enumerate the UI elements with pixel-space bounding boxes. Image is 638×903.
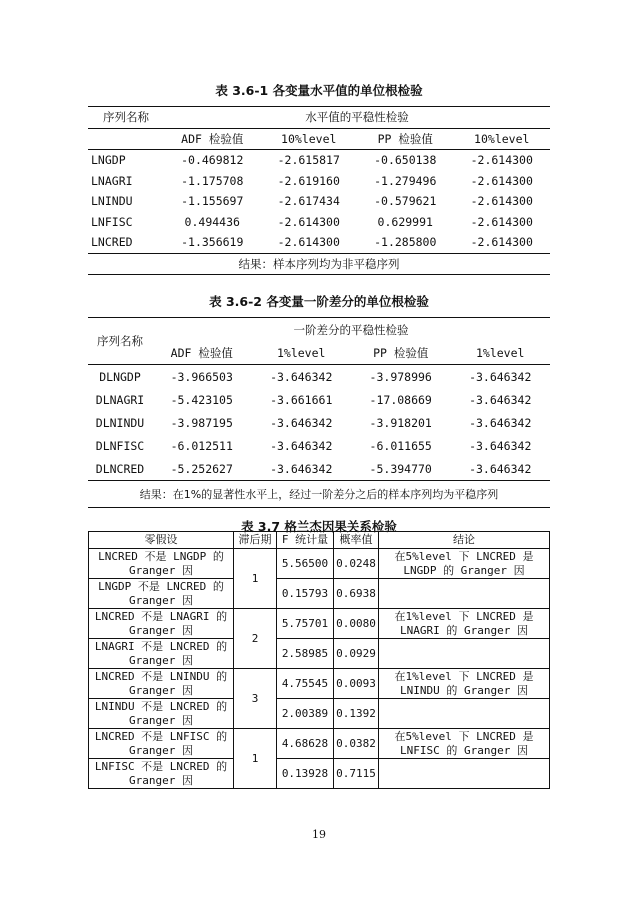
p-value: 0.0382: [334, 729, 379, 759]
table-row: [88, 150, 550, 171]
series-name: DLNFISC: [95, 438, 145, 453]
series-name: LNFISC: [91, 214, 133, 229]
table2-group-header: 一阶差分的平稳性检验: [152, 318, 550, 342]
f-statistic: 2.00389: [277, 699, 334, 729]
pp-value: -0.650138: [374, 153, 437, 168]
table2-sub-header: PP 检验值: [351, 341, 450, 365]
series-name: DLNGDP: [99, 369, 141, 384]
table3-header-hypothesis: 零假设: [89, 532, 234, 549]
table-row: [88, 388, 550, 411]
conclusion: 在5%level 下 LNCRED 是 LNGDP 的 Granger 因: [379, 549, 550, 579]
conclusion-empty: [379, 579, 550, 609]
f-statistic: 0.13928: [277, 759, 334, 789]
adf-critical: -3.646342: [270, 415, 333, 430]
table1-group-header: 水平值的平稳性检验: [164, 107, 550, 129]
null-hypothesis: LNINDU 不是 LNCRED 的 Granger 因: [89, 699, 234, 729]
pp-critical: -3.646342: [469, 438, 532, 453]
table3-header-lag: 滞后期: [234, 532, 277, 549]
series-name: LNGDP: [91, 153, 126, 168]
pp-critical: -2.614300: [470, 173, 533, 188]
table1-result: 结果：样本序列均为非平稳序列: [88, 253, 550, 275]
pp-value: -1.285800: [357, 232, 454, 253]
adf-critical: -3.646342: [270, 369, 333, 384]
table1-caption: 表 3.6-1 各变量水平值的单位根检验: [215, 83, 423, 98]
series-name: LNINDU: [91, 194, 133, 209]
table2-sub-header: 1%level: [450, 341, 550, 365]
table-row: [89, 639, 550, 669]
pp-value: -6.011655: [369, 438, 432, 453]
null-hypothesis: LNGDP 不是 LNCRED 的 Granger 因: [89, 579, 234, 609]
table3-header-conclusion: 结论: [379, 532, 550, 549]
pp-value: -5.394770: [351, 457, 450, 481]
pp-critical: -2.614300: [454, 232, 551, 253]
pp-critical: -2.614300: [470, 153, 533, 168]
table-row: [88, 232, 550, 253]
table1-sub-header: 10%level: [454, 128, 551, 150]
adf-value: -3.966503: [170, 369, 233, 384]
conclusion-empty: [379, 639, 550, 669]
f-statistic: 5.75701: [277, 609, 334, 639]
adf-critical: -2.617434: [277, 194, 340, 209]
null-hypothesis: LNCRED 不是 LNINDU 的 Granger 因: [89, 669, 234, 699]
conclusion: 在5%level 下 LNCRED 是 LNFISC 的 Granger 因: [379, 729, 550, 759]
lag-value: 3: [234, 669, 277, 729]
table1-sub-header: 10%level: [261, 128, 358, 150]
series-name: LNAGRI: [91, 173, 133, 188]
conclusion: 在1%level 下 LNCRED 是 LNINDU 的 Granger 因: [379, 669, 550, 699]
p-value: 0.6938: [334, 579, 379, 609]
table-row: [88, 434, 550, 457]
table-row: [88, 212, 550, 233]
table2-caption: 表 3.6-2 各变量一阶差分的单位根检验: [209, 294, 429, 309]
f-statistic: 4.75545: [277, 669, 334, 699]
p-value: 0.7115: [334, 759, 379, 789]
pp-critical: -3.646342: [469, 369, 532, 384]
null-hypothesis: LNCRED 不是 LNAGRI 的 Granger 因: [89, 609, 234, 639]
p-value: 0.0093: [334, 669, 379, 699]
series-name: DLNINDU: [95, 415, 145, 430]
table2-sub-header: 1%level: [251, 341, 350, 365]
p-value: 0.0929: [334, 639, 379, 669]
f-statistic: 0.15793: [277, 579, 334, 609]
null-hypothesis: LNAGRI 不是 LNCRED 的 Granger 因: [89, 639, 234, 669]
adf-critical: -2.614300: [277, 214, 340, 229]
adf-value: -5.252627: [152, 457, 251, 481]
pp-critical: -3.646342: [469, 392, 532, 407]
adf-value: -5.423105: [170, 392, 233, 407]
pp-value: -3.918201: [369, 415, 432, 430]
table-row: [88, 171, 550, 192]
table1-col-header: 序列名称: [88, 107, 164, 129]
table-row: [88, 365, 550, 389]
adf-critical: -3.646342: [270, 438, 333, 453]
lag-value: 2: [234, 609, 277, 669]
table-row: [89, 609, 550, 639]
adf-value: -1.356619: [164, 232, 261, 253]
null-hypothesis: LNFISC 不是 LNCRED 的 Granger 因: [89, 759, 234, 789]
p-value: 0.0248: [334, 549, 379, 579]
p-value: 0.0080: [334, 609, 379, 639]
adf-critical: -2.615817: [277, 153, 340, 168]
table-row: [88, 411, 550, 434]
table1-sub-header: ADF 检验值: [164, 128, 261, 150]
adf-critical: -3.646342: [251, 457, 350, 481]
f-statistic: 2.58985: [277, 639, 334, 669]
adf-value: 0.494436: [184, 214, 240, 229]
f-statistic: 5.56500: [277, 549, 334, 579]
table2-col-header: 序列名称: [88, 318, 152, 365]
page-number: 19: [312, 828, 326, 841]
table-row: [88, 191, 550, 212]
adf-critical: -2.614300: [261, 232, 358, 253]
pp-value: -1.279496: [374, 173, 437, 188]
lag-value: 1: [234, 549, 277, 609]
table-row: [89, 669, 550, 699]
adf-value: -6.012511: [170, 438, 233, 453]
table2-diff-unit-root: [88, 317, 550, 508]
pp-critical: -2.614300: [470, 214, 533, 229]
lag-value: 1: [234, 729, 277, 789]
table2-result: 结果：在1%的显著性水平上，经过一阶差分之后的样本序列均为平稳序列: [88, 481, 550, 508]
adf-critical: -2.619160: [277, 173, 340, 188]
adf-value: -0.469812: [181, 153, 244, 168]
pp-value: 0.629991: [377, 214, 433, 229]
conclusion-empty: [379, 759, 550, 789]
table3-caption: 表 3.7 格兰杰因果关系检验: [241, 519, 397, 534]
adf-value: -3.987195: [170, 415, 233, 430]
table2-sub-header: ADF 检验值: [152, 341, 251, 365]
adf-critical: -3.661661: [270, 392, 333, 407]
p-value: 0.1392: [334, 699, 379, 729]
series-name: DLNAGRI: [95, 392, 145, 407]
pp-critical: -3.646342: [469, 415, 532, 430]
adf-value: -1.175708: [181, 173, 244, 188]
null-hypothesis: LNCRED 不是 LNGDP 的 Granger 因: [89, 549, 234, 579]
f-statistic: 4.68628: [277, 729, 334, 759]
table-row: [89, 549, 550, 579]
series-name: DLNCRED: [88, 457, 152, 481]
pp-critical: -3.646342: [450, 457, 550, 481]
series-name: LNCRED: [88, 232, 164, 253]
table1-level-unit-root: [88, 106, 550, 275]
adf-value: -1.155697: [181, 194, 244, 209]
table3-header-f: F 统计量: [277, 532, 334, 549]
conclusion-empty: [379, 699, 550, 729]
conclusion: 在1%level 下 LNCRED 是 LNAGRI 的 Granger 因: [379, 609, 550, 639]
table3-header-p: 概率值: [334, 532, 379, 549]
pp-value: -3.978996: [369, 369, 432, 384]
table-row: [89, 759, 550, 789]
pp-value: -0.579621: [374, 194, 437, 209]
table-row: [89, 579, 550, 609]
table-row: [89, 729, 550, 759]
table1-sub-header: PP 检验值: [357, 128, 454, 150]
table-row: [89, 699, 550, 729]
table-row: [88, 457, 550, 481]
pp-critical: -2.614300: [470, 194, 533, 209]
null-hypothesis: LNCRED 不是 LNFISC 的 Granger 因: [89, 729, 234, 759]
table3-granger-causality: [88, 531, 550, 789]
pp-value: -17.08669: [369, 392, 432, 407]
